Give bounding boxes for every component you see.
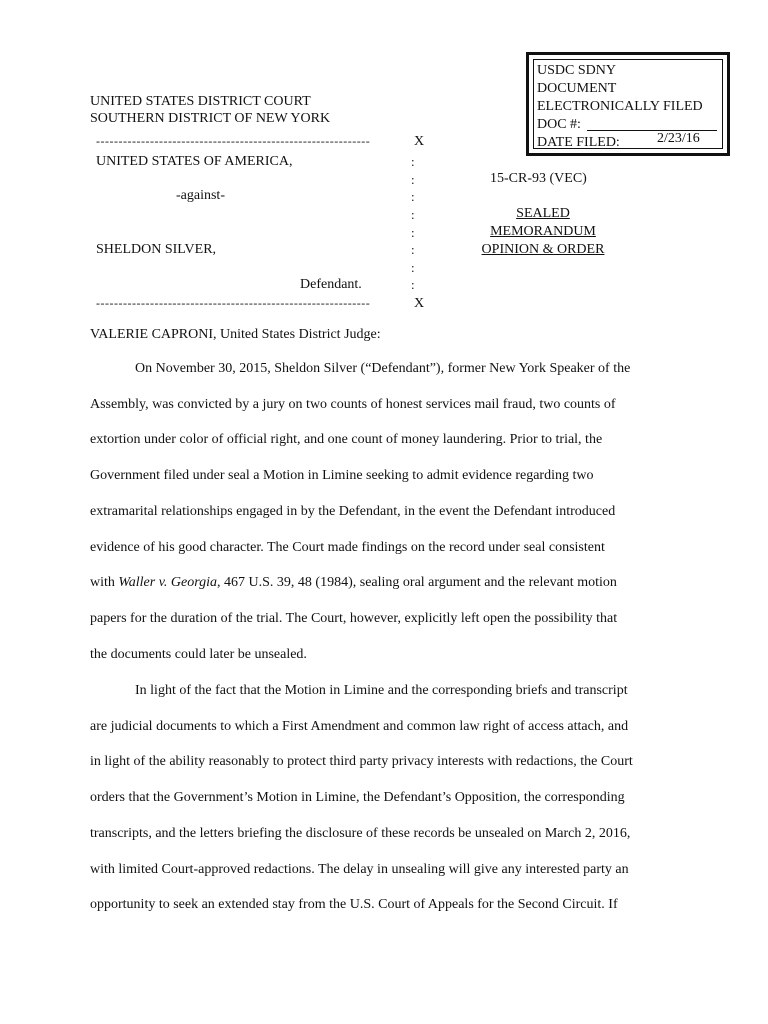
stamp-date-label: DATE FILED: — [537, 135, 620, 150]
caption-colon: : — [411, 207, 415, 222]
caption-top-x: X — [414, 134, 425, 149]
caption-colon: : — [411, 154, 415, 169]
waller-suffix: , 467 U.S. 39, 48 (1984), sealing oral argument and the relevant motion — [217, 575, 617, 591]
paragraph-1-line: evidence of his good character. The Court made findings on the record under seal consistent — [90, 539, 605, 555]
paragraph-2-line: are judicial documents to which a First Amendment and common law right of access attach, and — [90, 718, 629, 734]
caption-colon: : — [411, 172, 415, 187]
filing-stamp — [526, 52, 730, 156]
paragraph-1-line: extramarital relationships engaged in by the Defendant, in the event the Defendant introduced — [90, 503, 616, 519]
paragraph-1-line: Government filed under seal a Motion in Limine seeking to admit evidence regarding two — [90, 468, 594, 484]
stamp-date-value: 2/23/16 — [657, 131, 700, 146]
paragraph-2 — [90, 673, 680, 923]
caption-colon: : — [411, 189, 415, 204]
court-name: UNITED STATES DISTRICT COURT — [90, 94, 311, 109]
paragraph-2-line: orders that the Government’s Motion in Limine, the Defendant’s Opposition, the corresponding — [90, 790, 625, 806]
paragraph-2-line: opportunity to seek an extended stay from the U.S. Court of Appeals for the Second Circuit. If — [90, 897, 618, 913]
paragraph-2-line: in light of the ability reasonably to protect third party privacy interests with redactions, the Court — [90, 754, 633, 770]
paragraph-1-line: extortion under color of official right, and one count of money laundering. Prior to trial, the — [90, 432, 603, 448]
caption-against: -against- — [176, 188, 225, 203]
caption-defendant-label: Defendant. — [300, 277, 362, 292]
stamp-usdc: USDC SDNY — [537, 63, 616, 78]
caption-colon: : — [411, 225, 415, 240]
caption-colon: : — [411, 242, 415, 257]
waller-case-name: Waller v. Georgia — [118, 575, 218, 591]
caption-plaintiff: UNITED STATES OF AMERICA, — [96, 154, 293, 169]
paragraph-1-line: the documents could later be unsealed. — [90, 646, 307, 662]
paragraph-1 — [90, 351, 680, 672]
caption-colon: : — [411, 260, 415, 275]
caption-colon: : — [411, 277, 415, 292]
document-title-line-2: MEMORANDUM — [490, 224, 596, 239]
court-district: SOUTHERN DISTRICT OF NEW YORK — [90, 111, 331, 126]
paragraph-1-line: papers for the duration of the trial. The Court, however, explicitly left open the possibility that — [90, 610, 618, 626]
paragraph-1-waller-line — [90, 565, 680, 601]
waller-prefix: with — [90, 575, 119, 591]
caption-bottom-dashes: ------------------------------------------------------------- — [96, 296, 371, 310]
paragraph-2-line: transcripts, and the letters briefing the disclosure of these records be unsealed on March 2, 2016, — [90, 825, 631, 841]
paragraph-1-line: Assembly, was convicted by a jury on two counts of honest services mail fraud, two counts of — [90, 396, 616, 412]
paragraph-2-line: In light of the fact that the Motion in Limine and the corresponding briefs and transcript — [135, 683, 628, 698]
stamp-date-underline — [631, 148, 717, 149]
stamp-document: DOCUMENT — [537, 81, 617, 96]
paragraph-1-line: On November 30, 2015, Sheldon Silver (“Defendant”), former New York Speaker of the — [135, 361, 631, 376]
caption-bottom-x: X — [414, 296, 425, 311]
caption-top-dashes: ------------------------------------------------------------- — [96, 134, 371, 148]
case-number: 15-CR-93 (VEC) — [490, 171, 587, 186]
paragraph-2-line: with limited Court-approved redactions. The delay in unsealing will give any interested party an — [90, 861, 629, 877]
caption-defendant-name: SHELDON SILVER, — [96, 242, 217, 257]
judge-line: VALERIE CAPRONI, United States District Judge: — [90, 327, 381, 342]
document-title-line-1: SEALED — [516, 206, 570, 221]
document-title-line-3: OPINION & ORDER — [481, 242, 605, 257]
stamp-doc-label: DOC #: — [537, 117, 581, 132]
stamp-electronically-filed: ELECTRONICALLY FILED — [537, 99, 703, 114]
